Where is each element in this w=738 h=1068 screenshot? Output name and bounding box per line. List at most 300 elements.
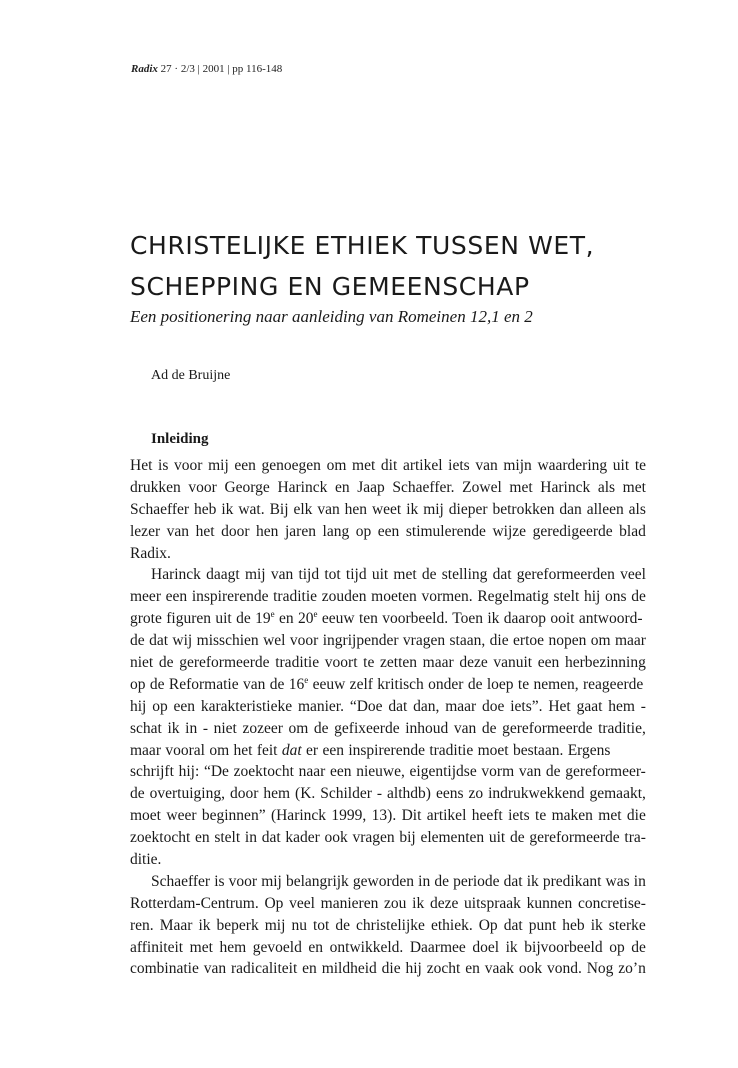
word: voort (324, 654, 358, 672)
word: geredigeerde (532, 522, 613, 540)
word: christelijke (356, 916, 425, 934)
word: - (202, 719, 208, 737)
word: Regelmatig (477, 588, 549, 606)
word: op (152, 697, 168, 715)
body-line (130, 958, 646, 980)
word: de (313, 719, 329, 737)
word: heeft (471, 807, 503, 825)
word: Het (548, 697, 571, 715)
word: waardering (537, 457, 608, 474)
word: een (537, 654, 560, 672)
word: “De (203, 763, 229, 781)
word: overtuiging, (149, 785, 225, 803)
word: die (381, 960, 401, 978)
word: traditie (273, 588, 318, 606)
word: jaren (284, 522, 316, 540)
running-head (131, 63, 282, 75)
word: - (376, 785, 383, 803)
word: (Harinck (270, 807, 327, 825)
word: (K. (295, 785, 316, 803)
word: mij (423, 500, 444, 518)
body-line (130, 871, 646, 893)
word: veel (620, 566, 646, 584)
word: de (421, 566, 437, 584)
word: met (622, 478, 646, 496)
word: beginnen” (201, 807, 266, 825)
word: Dit (401, 807, 422, 825)
article-subtitle: Een positionering naar aanleiding van Romeinen 12,1 en 2 (130, 307, 533, 326)
word: in (185, 719, 198, 737)
word: combinatie (130, 960, 199, 978)
word: zouden (321, 588, 367, 606)
title-line-2: SCHEPPING EN GEMEENSCHAP (130, 272, 530, 301)
word: de (631, 588, 646, 606)
word: geworden (352, 872, 415, 890)
text-run: maar vooral om het feit (130, 741, 282, 759)
word: gereformeerde (179, 654, 270, 672)
word: stelt (553, 588, 580, 606)
word: iets”. (510, 697, 543, 715)
word: met (189, 938, 213, 956)
word: de (545, 763, 561, 781)
word: dan (559, 500, 582, 518)
word: lang (322, 522, 350, 540)
word: als (628, 500, 646, 518)
word: van (453, 719, 477, 737)
word: heb (562, 916, 585, 934)
word: zo’n (618, 960, 646, 978)
word: de (130, 785, 145, 803)
emphasis: dat (281, 741, 302, 759)
word: bijvoorbeeld (524, 938, 603, 956)
word: zetten (380, 654, 418, 672)
word: tijd (298, 566, 320, 584)
word: ik (221, 500, 234, 518)
word: blad (619, 522, 646, 540)
word: voor (174, 457, 203, 474)
word: naar (298, 763, 326, 781)
word: maar (422, 654, 454, 672)
superscript: e (304, 674, 309, 685)
word: van (166, 522, 190, 540)
word: voor (188, 478, 217, 496)
word: gemaakt, (589, 785, 646, 803)
word: iets (508, 807, 530, 825)
word: wat. (238, 500, 265, 518)
word: periode (453, 872, 500, 890)
word: ingrijpender (322, 632, 399, 650)
word: hem (219, 938, 247, 956)
word: Op (478, 916, 498, 934)
word: 1999, (331, 807, 367, 825)
word: op (355, 522, 372, 540)
word: Rotterdam-Centrum. (130, 894, 259, 912)
body-line (130, 586, 646, 608)
word: te (535, 807, 547, 825)
word: Nog (586, 960, 614, 978)
word: door (221, 522, 250, 540)
word: met (509, 478, 533, 496)
word: om (590, 632, 611, 650)
word: elk (293, 500, 313, 518)
word: ertoe (513, 632, 545, 650)
word: tra- (624, 829, 646, 847)
word: met (598, 807, 622, 825)
word: traditie (275, 654, 320, 672)
word: ik (167, 719, 180, 737)
word: artikel (426, 807, 467, 825)
word: gevoeld (252, 938, 302, 956)
word: was (605, 872, 630, 890)
word: iets (448, 457, 470, 474)
word: in (244, 829, 257, 847)
word: eens (435, 785, 464, 803)
word: vragen (402, 632, 446, 650)
body-line (130, 718, 646, 740)
text-run: eeuw zelf kritisch onder de loep te nemen, reageerde (308, 675, 644, 693)
body-line (130, 521, 646, 543)
word: doe (482, 697, 505, 715)
word: manieren (320, 894, 379, 912)
body-line (130, 499, 646, 521)
word: ik (505, 938, 518, 956)
word: moet (130, 807, 161, 825)
word: nieuwe, (356, 763, 405, 781)
word: zoektocht (233, 763, 294, 781)
word: dat (492, 566, 512, 584)
word: Harinck (151, 566, 201, 584)
word: lezer (130, 522, 161, 540)
word: in (418, 872, 431, 890)
word: radicaliteit (231, 960, 298, 978)
journal-name: Radix (131, 63, 158, 75)
text-run: op de Reformatie van de 16 (130, 675, 305, 693)
word: beperk (216, 916, 259, 934)
word: vond. (546, 960, 582, 978)
word: Op (264, 894, 284, 912)
word: van (317, 500, 340, 518)
text-run: en 20 (274, 610, 314, 628)
word: mijn (503, 457, 532, 474)
word: ons (605, 588, 627, 606)
word: hen (344, 500, 368, 518)
word: stelling (441, 566, 488, 584)
word: ik (412, 894, 425, 912)
word: vaak (484, 960, 514, 978)
word: dat (149, 632, 168, 650)
word: is (158, 457, 169, 474)
word: dat (503, 916, 523, 934)
word: schat (130, 719, 162, 737)
word: in (633, 872, 646, 890)
body-line (130, 740, 646, 762)
word: hem (608, 697, 635, 715)
word: gereformeer- (565, 763, 646, 781)
word: hij (405, 960, 422, 978)
word: althdb) (387, 785, 431, 803)
word: gereformeerden (516, 566, 615, 584)
word: misschien (196, 632, 259, 650)
word: ook (324, 829, 348, 847)
word: Zowel (462, 478, 502, 496)
word: dit (380, 457, 398, 474)
word: om (288, 719, 309, 737)
body-line (130, 608, 646, 630)
word: uitspraak (464, 894, 521, 912)
text-run: er een inspirerende traditie moet bestaan. Ergens (301, 741, 611, 759)
word: elementen (420, 829, 485, 847)
word: uit (612, 457, 630, 474)
word: weet (371, 500, 402, 518)
word: gaat (576, 697, 603, 715)
word: met (393, 566, 417, 584)
body-line (130, 564, 646, 586)
word: de (158, 654, 174, 672)
body-line: ditie. (130, 851, 162, 869)
word: stimulerende (405, 522, 486, 540)
word: 13). (371, 807, 397, 825)
word: is (214, 872, 225, 890)
word: hij: (178, 763, 200, 781)
word: een (173, 697, 196, 715)
word: inhoud (405, 719, 449, 737)
word: mij (208, 457, 229, 474)
word: ren. (130, 916, 154, 934)
word: ik (198, 916, 211, 934)
word: de (434, 872, 449, 890)
word: dat (261, 829, 281, 847)
word: de (335, 916, 351, 934)
word: een (329, 763, 352, 781)
word: ik (406, 500, 419, 518)
word: tijd (345, 566, 367, 584)
issue-info: 27 · 2/3 | 2001 | pp 116-148 (157, 63, 283, 75)
word: inspirerende (191, 588, 269, 606)
word: van (518, 763, 542, 781)
word: maar (445, 697, 477, 715)
superscript: e (313, 609, 318, 620)
word: Daarmee (409, 938, 466, 956)
word: Schaeffer (130, 500, 190, 518)
word: zou (384, 894, 407, 912)
body-line (130, 937, 646, 959)
word: die (626, 807, 646, 825)
word: meer (130, 588, 161, 606)
word: ontwikkeld. (329, 938, 404, 956)
word: vanuit (493, 654, 533, 672)
author-name: Ad de Bruijne (151, 368, 231, 383)
word: herbezinning (564, 654, 646, 672)
word: wijze (492, 522, 527, 540)
word: heb (194, 500, 217, 518)
word: ik (526, 872, 539, 890)
body-line (130, 477, 646, 499)
word: vorm (481, 763, 515, 781)
word: de (130, 632, 145, 650)
word: affiniteit (130, 938, 184, 956)
word: en (308, 938, 324, 956)
body-line (130, 783, 646, 805)
word: dan, (413, 697, 440, 715)
title-line-1: CHRISTELIJKE ETHIEK TUSSEN WET, (130, 231, 595, 260)
word: hij (583, 588, 601, 606)
word: uit (371, 566, 389, 584)
word: en (334, 478, 350, 496)
word: door (229, 785, 259, 803)
body-line (130, 761, 646, 783)
word: indrukwekkend (488, 785, 585, 803)
word: concretise- (577, 894, 646, 912)
word: nopen (548, 632, 587, 650)
word: Schilder (320, 785, 372, 803)
word: drukken (130, 478, 181, 496)
word: staan, (449, 632, 486, 650)
word: genoegen (261, 457, 321, 474)
word: dieper (448, 500, 488, 518)
word: van (270, 566, 294, 584)
word: hen (256, 522, 279, 540)
word: niet (213, 719, 237, 737)
word: de (481, 719, 497, 737)
word: deze (459, 654, 488, 672)
body-line (130, 630, 646, 652)
word: een (234, 457, 256, 474)
word: mildheid (321, 960, 377, 978)
word: Schaeffer. (392, 478, 455, 496)
word: en (302, 960, 317, 978)
body-line (130, 696, 646, 718)
body-line (130, 805, 646, 827)
word: om (326, 457, 347, 474)
word: zo (468, 785, 484, 803)
word: gereformeerde (502, 719, 593, 737)
body-line: Radix. (130, 544, 171, 562)
word: Harinck (277, 478, 328, 496)
word: de (509, 829, 525, 847)
word: schrijft (130, 763, 174, 781)
word: hem (263, 785, 291, 803)
word: artikel (402, 457, 443, 474)
word: bij (399, 829, 416, 847)
word: Jaap (357, 478, 385, 496)
word: op (609, 938, 625, 956)
word: veel (289, 894, 315, 912)
word: belangrijk (285, 872, 349, 890)
word: predikant (542, 872, 602, 890)
word: “Doe (349, 697, 383, 715)
word: te (634, 457, 646, 474)
word: George (224, 478, 270, 496)
word: traditie, (598, 719, 646, 737)
word: karakteristieke (200, 697, 293, 715)
word: maken (551, 807, 593, 825)
word: hij (130, 697, 147, 715)
word: moeten (371, 588, 417, 606)
article-title (130, 225, 670, 307)
word: nu (291, 916, 307, 934)
word: Harinck (540, 478, 591, 496)
word: en (465, 960, 480, 978)
word: dat (388, 697, 408, 715)
text-run: grote figuren uit de 19 (130, 610, 271, 628)
word: te (363, 654, 375, 672)
word: betrokken (492, 500, 555, 518)
word: zoektocht (130, 829, 191, 847)
word: deze (429, 894, 459, 912)
word: Bij (269, 500, 289, 518)
word: Schaeffer (151, 872, 211, 890)
word: stelt (214, 829, 241, 847)
word: ook (518, 960, 543, 978)
word: maar (614, 632, 646, 650)
word: wij (172, 632, 193, 650)
word: een (377, 522, 400, 540)
word: doel (472, 938, 500, 956)
word: tot (324, 566, 341, 584)
word: uit (488, 829, 506, 847)
word: ik (590, 916, 603, 934)
section-heading: Inleiding (151, 431, 209, 447)
word: weer (166, 807, 197, 825)
word: de (631, 938, 646, 956)
word: zocht (426, 960, 461, 978)
superscript: e (270, 609, 275, 620)
word: vormen. (421, 588, 473, 606)
text-run: eeuw ten voorbeeld. Toen ik daarop ooit antwoord- (317, 610, 643, 628)
word: en (194, 829, 210, 847)
word: als (597, 478, 616, 496)
word: niet (130, 654, 154, 672)
word: die (489, 632, 509, 650)
word: zozeer (242, 719, 283, 737)
word: punt (528, 916, 557, 934)
word: kunnen (526, 894, 573, 912)
body-text (130, 455, 646, 980)
word: met (352, 457, 376, 474)
body-line (130, 652, 646, 674)
word: sterke (608, 916, 646, 934)
word: mij (264, 916, 286, 934)
word: van (203, 960, 227, 978)
word: manier. (297, 697, 344, 715)
word: gefixeerde (334, 719, 400, 737)
word: van (475, 457, 498, 474)
word: vragen (352, 829, 395, 847)
word: Maar (159, 916, 193, 934)
word: tot (312, 916, 330, 934)
word: dat (503, 872, 523, 890)
word: wel (263, 632, 286, 650)
word: gereformeerde (529, 829, 620, 847)
word: Het (130, 457, 153, 474)
body-line (130, 455, 646, 477)
body-line (130, 674, 646, 696)
word: eigentijdse (409, 763, 477, 781)
word: - (640, 697, 646, 715)
word: ethiek. (430, 916, 473, 934)
body-line (130, 915, 646, 937)
word: een (165, 588, 188, 606)
word: voor (228, 872, 258, 890)
word: kader (285, 829, 320, 847)
body-line (130, 827, 646, 849)
word: alleen (586, 500, 624, 518)
word: mij (244, 566, 266, 584)
word: voor (289, 632, 319, 650)
word: daagt (206, 566, 240, 584)
word: het (195, 522, 215, 540)
body-line (130, 893, 646, 915)
